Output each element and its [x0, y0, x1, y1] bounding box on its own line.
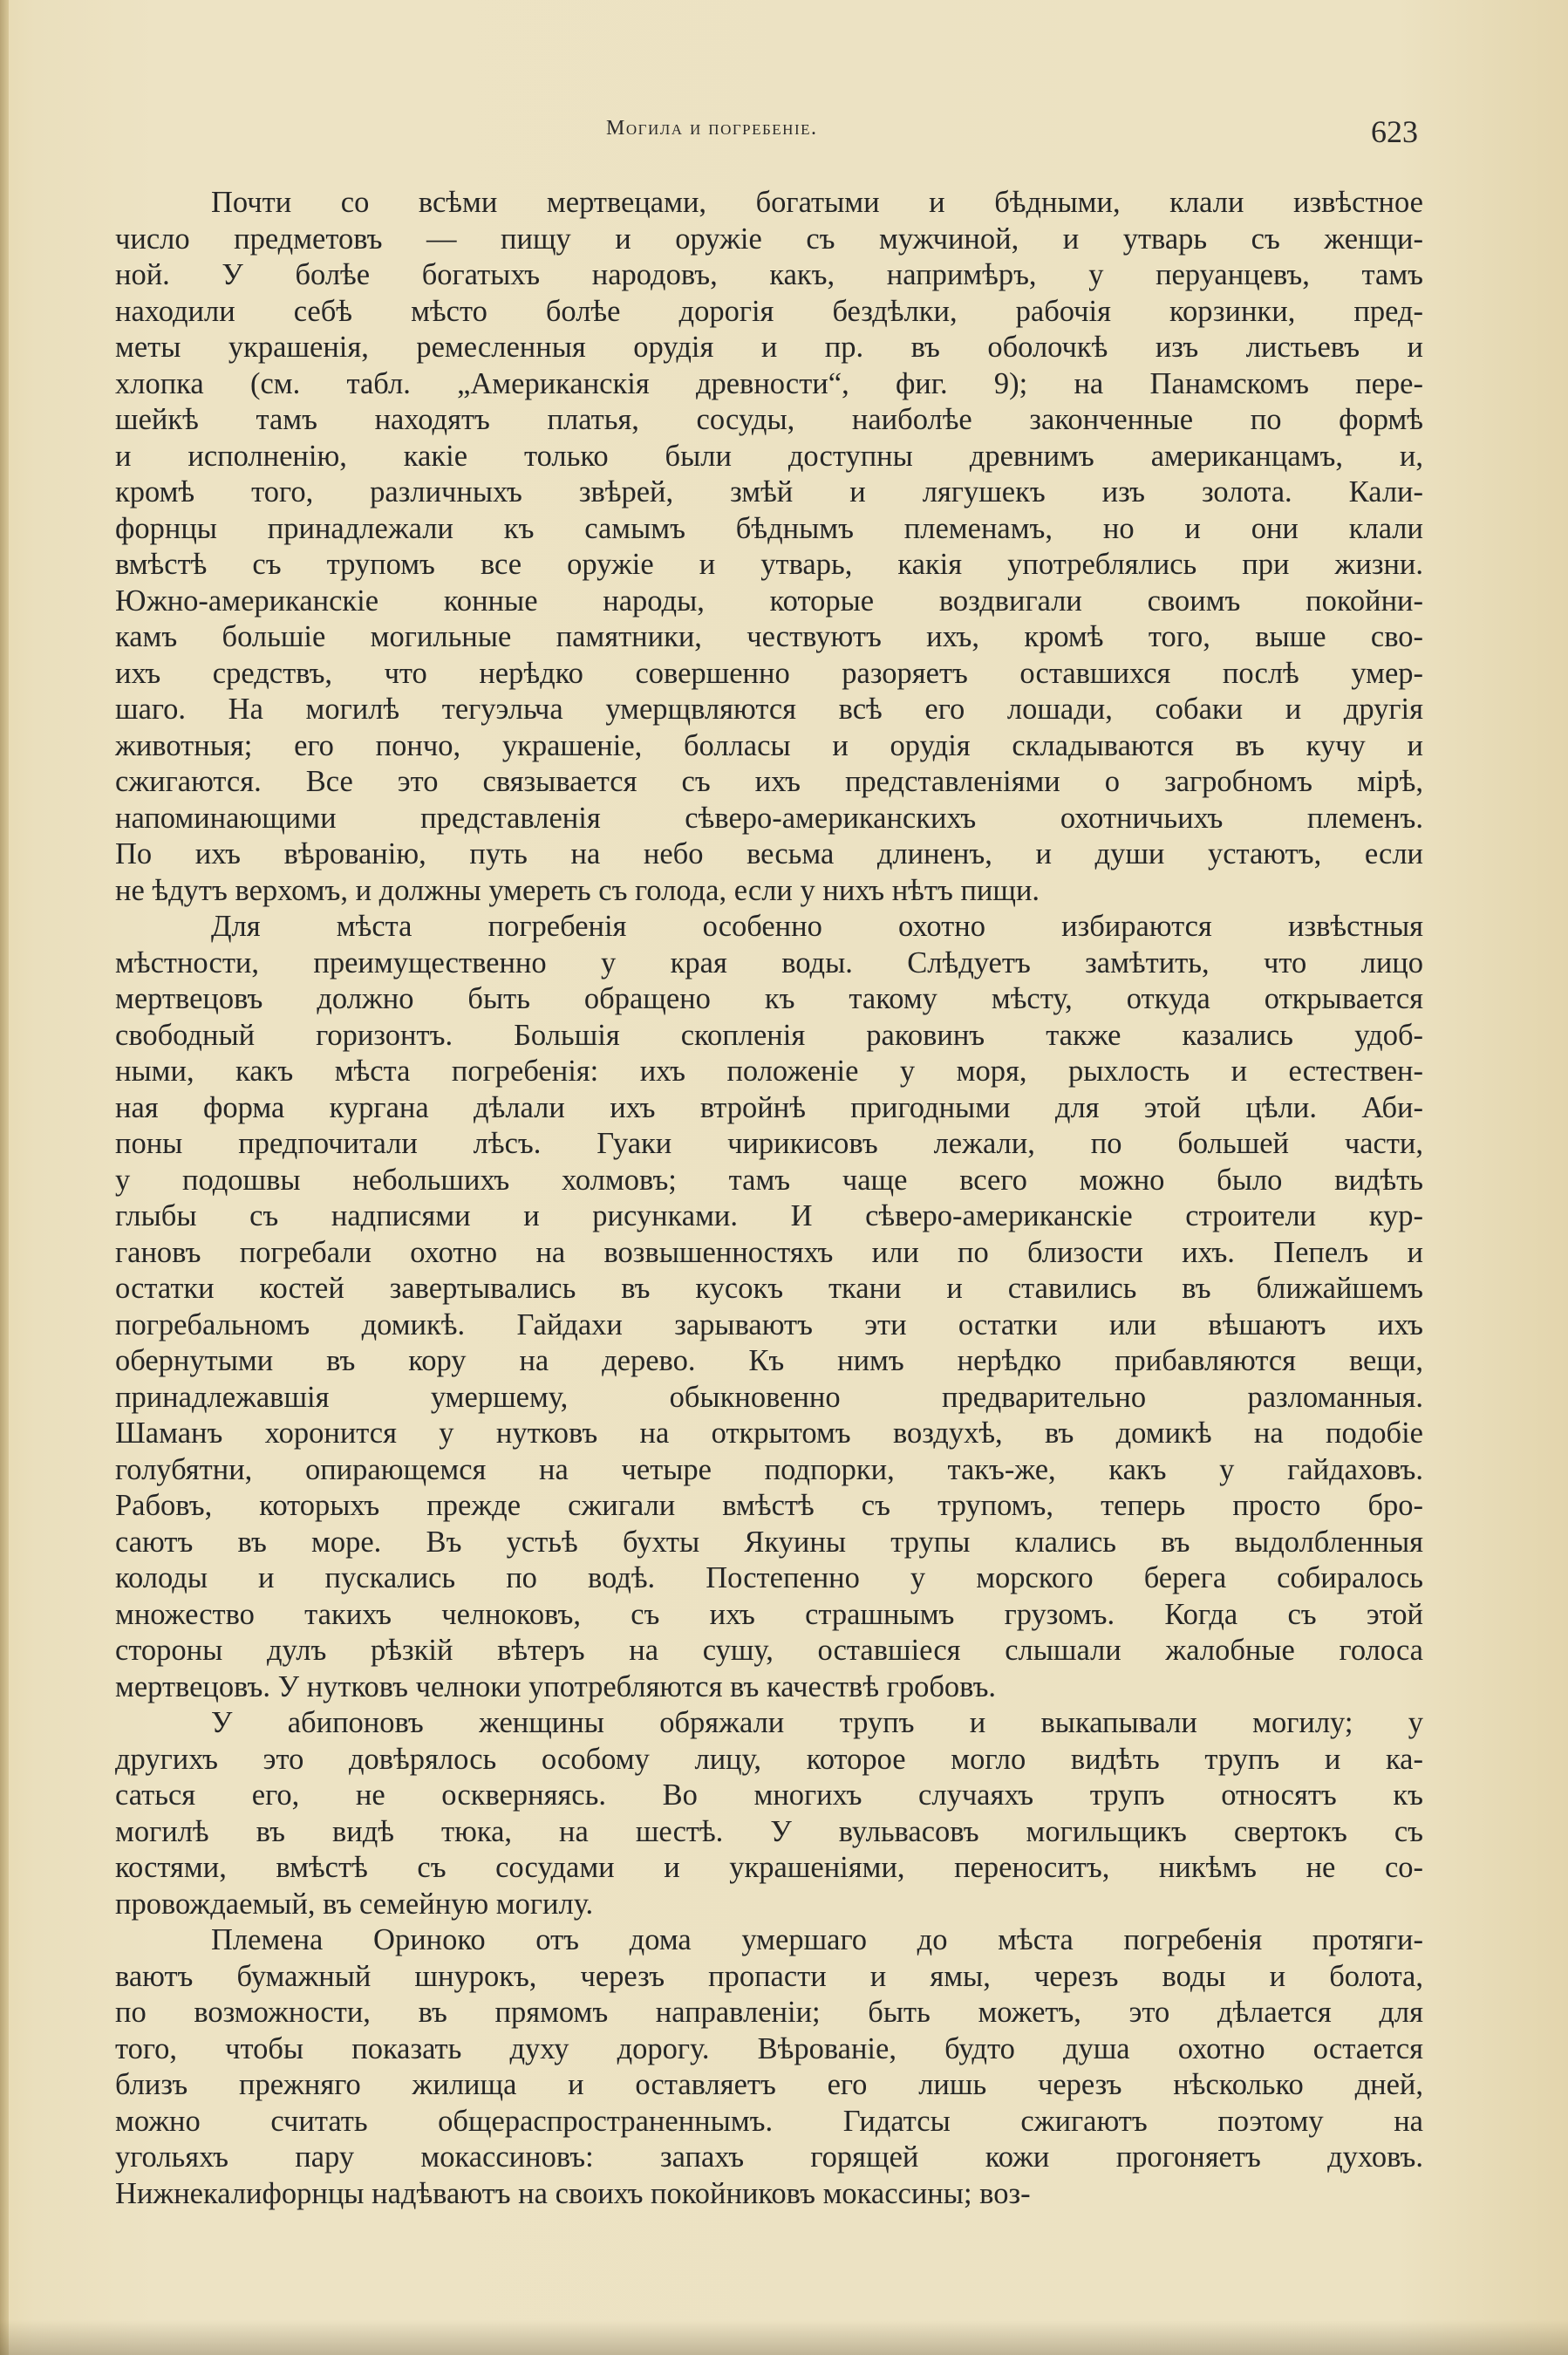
paragraph: [115, 185, 1423, 909]
text-line: колоды и пускались по водѣ. Постепенно у морского берега собиралось: [115, 1561, 1423, 1594]
page-spine-shadow: [0, 0, 9, 2355]
text-line: того, чтобы показать духу дорогу. Вѣрованіе, будто душа охотно остается: [115, 2031, 1423, 2065]
text-line: Нижнекалифорнцы надѣваютъ на своихъ покойниковъ мокассины; воз-: [115, 2176, 1031, 2210]
text-line: мертвецовъ должно быть обращено къ такому мѣсту, откуда открывается: [115, 982, 1423, 1015]
page-bottom-shadow: [0, 2320, 1568, 2355]
text-line: глыбы съ надписями и рисунками. И сѣверо-американскіе строители кур-: [115, 1199, 1423, 1232]
text-line: другихъ это довѣрялось особому лицу, которое могло видѣть трупъ и ка-: [115, 1742, 1423, 1776]
paragraph: [115, 1705, 1423, 1922]
text-line: костями, вмѣстѣ съ сосудами и украшеніями, переноситъ, никѣмъ не со-: [115, 1851, 1423, 1884]
text-line: ными, какъ мѣста погребенія: ихъ положеніе у моря, рыхлость и естествен-: [115, 1055, 1423, 1088]
text-line: животныя; его пончо, украшеніе, болласы и орудія складываются въ кучу и: [115, 728, 1423, 762]
text-line: у подошвы небольшихъ холмовъ; тамъ чаще всего можно было видѣть: [115, 1163, 1423, 1197]
text-line: мѣстности, преимущественно у края воды. Слѣдуетъ замѣтить, что лицо: [115, 945, 1423, 980]
text-line: кромѣ того, различныхъ звѣрей, змѣй и лягушекъ изъ золота. Кали-: [115, 475, 1423, 509]
text-line: Почти со всѣми мертвецами, богатыми и бѣдными, клали извѣстное: [211, 186, 1423, 219]
text-line: обернутыми въ кору на дерево. Къ нимъ нерѣдко прибавляются вещи,: [115, 1344, 1423, 1377]
text-line: У абипоновъ женщины обряжали трупъ и выкапывали могилу; у: [211, 1706, 1423, 1739]
text-line: и исполненію, какіе только были доступны древнимъ американцамъ, и,: [115, 439, 1423, 473]
text-line: Рабовъ, которыхъ прежде сжигали вмѣстѣ съ трупомъ, теперь просто бро-: [115, 1489, 1423, 1522]
text-line: поны предпочитали лѣсъ. Гуаки чирикисовъ лежали, по большей части,: [115, 1127, 1423, 1160]
body-text: [115, 185, 1423, 2212]
text-line: ной. У болѣе богатыхъ народовъ, какъ, напримѣръ, у перуанцевъ, тамъ: [115, 258, 1423, 291]
text-line: Племена Ориноко отъ дома умершаго до мѣста погребенія протяги-: [211, 1923, 1423, 1956]
text-line: Южно-американскіе конные народы, которые воздвигали своимъ покойни-: [115, 584, 1423, 618]
text-line: угольяхъ пару мокассиновъ: запахъ горящей кожи прогоняетъ духовъ.: [115, 2140, 1423, 2174]
running-head-title: Могила и погребеніе.: [606, 117, 818, 140]
text-line: принадлежавшія умершему, обыкновенно предварительно разломанныя.: [115, 1380, 1423, 1414]
text-line: Шаманъ хоронится у нутковъ на открытомъ воздухѣ, въ домикѣ на подобіе: [115, 1416, 1423, 1450]
text-line: погребальномъ домикѣ. Гайдахи зарываютъ эти остатки или вѣшаютъ ихъ: [115, 1307, 1423, 1341]
text-line: ихъ средствъ, что нерѣдко совершенно разоряетъ оставшихся послѣ умер-: [115, 656, 1423, 690]
text-line: камъ большіе могильные памятники, чествуютъ ихъ, кромѣ того, выше сво-: [115, 620, 1423, 653]
text-line: провождаемый, въ семейную могилу.: [115, 1887, 594, 1921]
text-line: шейкѣ тамъ находятъ платья, сосуды, наиболѣе законченные по формѣ: [115, 403, 1423, 436]
text-line: стороны дулъ рѣзкій вѣтеръ на сушу, оставшіеся слышали жалобные голоса: [115, 1634, 1423, 1667]
paragraph: [115, 909, 1423, 1705]
text-line: множество такихъ челноковъ, съ ихъ страшнымъ грузомъ. Когда съ этой: [115, 1597, 1423, 1631]
text-line: напоминающими представленія сѣверо-американскихъ охотничьихъ племенъ.: [115, 801, 1423, 835]
text-line: саться его, не оскверняясь. Во многихъ случаяхъ трупъ относятъ къ: [115, 1778, 1423, 1812]
text-line: свободный горизонтъ. Большія скопленія раковинъ также казались удоб-: [115, 1018, 1423, 1052]
text-line: ваютъ бумажный шнурокъ, черезъ пропасти и ямы, черезъ воды и болота,: [115, 1959, 1423, 1993]
text-line: голубятни, опирающемся на четыре подпорки, такъ-же, какъ у гайдаховъ.: [115, 1452, 1423, 1486]
text-line: могилѣ въ видѣ тюка, на шестѣ. У вульвасовъ могильщикъ свертокъ съ: [115, 1814, 1423, 1848]
text-line: гановъ погребали охотно на возвышенностяхъ или по близости ихъ. Пепелъ и: [115, 1235, 1423, 1269]
text-line: По ихъ вѣрованію, путь на небо весьма длиненъ, и души устаютъ, если: [115, 837, 1423, 870]
text-line: не ѣдутъ верхомъ, и должны умереть съ голода, если у нихъ нѣтъ пищи.: [115, 873, 1040, 907]
text-line: можно считать общераспространеннымъ. Гидатсы сжигаютъ поэтому на: [115, 2104, 1423, 2138]
page-number: 623: [1371, 114, 1418, 149]
text-line: меты украшенія, ремесленныя орудія и пр. въ оболочкѣ изъ листьевъ и: [115, 331, 1423, 364]
running-head: [0, 113, 1568, 148]
text-line: саютъ въ море. Въ устьѣ бухты Якуины трупы клались въ выдолбленныя: [115, 1525, 1423, 1559]
text-line: по возможности, въ прямомъ направленіи; быть можетъ, это дѣлается для: [115, 1996, 1423, 2029]
text-line: Для мѣста погребенія особенно охотно избираются извѣстныя: [211, 910, 1423, 943]
text-line: число предметовъ — пищу и оружіе съ мужчиной, и утварь съ женщи-: [115, 222, 1423, 256]
text-line: находили себѣ мѣсто болѣе дорогія бездѣлки, рабочія корзинки, пред-: [115, 294, 1423, 328]
text-line: мертвецовъ. У нутковъ челноки употребляются въ качествѣ гробовъ.: [115, 1669, 997, 1703]
text-line: ная форма кургана дѣлали ихъ втройнѣ пригодными для этой цѣли. Аби-: [115, 1090, 1423, 1124]
text-line: форнцы принадлежали къ самымъ бѣднымъ племенамъ, но и они клали: [115, 511, 1423, 545]
paragraph: [115, 1922, 1423, 2212]
text-line: близъ прежняго жилища и оставляетъ его лишь черезъ нѣсколько дней,: [115, 2068, 1423, 2101]
text-line: вмѣстѣ съ трупомъ все оружіе и утварь, какія употреблялись при жизни.: [115, 548, 1423, 581]
text-line: сжигаются. Все это связывается съ ихъ представленіями о загробномъ мірѣ,: [115, 765, 1423, 798]
text-line: остатки костей завертывались въ кусокъ ткани и ставились въ ближайшемъ: [115, 1272, 1423, 1305]
text-line: хлопка (см. табл. „Американскія древности“, фиг. 9); на Панамскомъ пере-: [115, 366, 1423, 400]
text-line: шаго. На могилѣ тегуэльча умерщвляются всѣ его лошади, собаки и другія: [115, 693, 1423, 726]
